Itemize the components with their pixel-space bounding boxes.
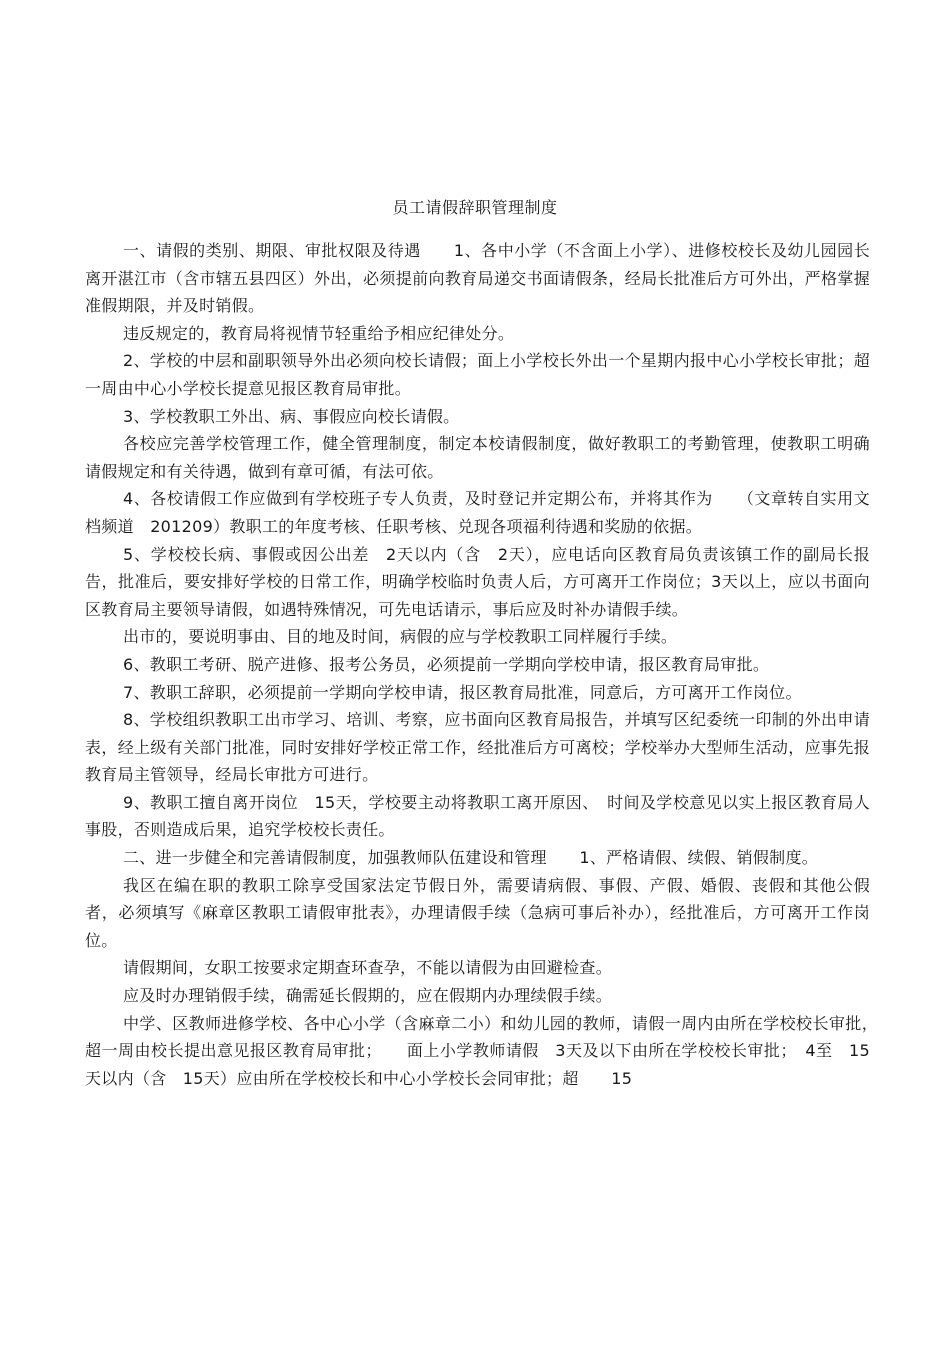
paragraph: 9、教职工擅自离开岗位 15天，学校要主动将教职工离开原因、 时间及学校意见以实上报区教育局人事股，否则造成后果，追究学校校长责任。 [85, 792, 870, 840]
paragraph: 3、学校教职工外出、病、事假应向校长请假。 [123, 406, 460, 426]
paragraph: 各校应完善学校管理工作，健全管理制度，制定本校请假制度，做好教职工的考勤管理，使教职工明确请假规定和有关待遇，做到有章可循，有法可依。 [85, 434, 870, 481]
paragraph: 我区在编在职的教职工除享受国家法定节假日外，需要请病假、事假、产假、婚假、丧假和其他公假者，必须填写《麻章区教职工请假审批表》，办理请假手续（急病可事后补办），经批准后，方可离开工作岗位。 [85, 875, 870, 950]
paragraph: 中学、区教师进修学校、各中心小学（含麻章二小）和幼儿园的教师，请假一周内由所在学校校长审批， 超一周由校长提出意见报区教育局审批； 面上小学教师请假 3天及以下由所在学校校长审批； 4至 15天以内（含 15天）应由所在学校校长和中心小学校长会同审批；超 15 [85, 1013, 887, 1088]
paragraph: 出市的，要说明事由、目的地及时间，病假的应与学校教职工同样履行手续。 [123, 627, 678, 647]
paragraph: 6、教职工考研、脱产进修、报考公务员，必须提前一学期向学校申请，报区教育局审批。 [123, 654, 770, 674]
paragraph: 7、教职工辞职，必须提前一学期向学校申请，报区教育局批准，同意后，方可离开工作岗位。 [123, 682, 802, 702]
paragraph: 一、请假的类别、期限、审批权限及待遇 1、各中小学（不含面上小学）、进修校校长及幼儿园园长离开湛江市（含市辖五县四区）外出，必须提前向教育局递交书面请假条，经局长批准后方可外出，严格掌握准假期限，并及时销假。 [85, 241, 870, 316]
paragraph: 5、学校校长病、事假或因公出差 2天以内（含 2天），应电话向区教育局负责该镇工作的副局长报告，批准后，要安排好学校的日常工作，明确学校临时负责人后，方可离开工作岗位；3天以上，应以书面向区教育局主要领导请假，如遇特殊情况，可先电话请示，事后应及时补办请假手续。 [85, 544, 870, 619]
document-title: 员工请假辞职管理制度 [392, 198, 558, 217]
paragraph: 请假期间，女职工按要求定期查环查孕，不能以请假为由回避检查。 [123, 958, 613, 978]
paragraph: 2、学校的中层和副职领导外出必须向校长请假；面上小学校长外出一个星期内报中心小学校长审批；超一周由中心小学校长提意见报区教育局审批。 [85, 351, 870, 398]
paragraph: 应及时办理销假手续，确需延长假期的，应在假期内办理续假手续。 [123, 986, 613, 1006]
paragraph: 4、各校请假工作应做到有学校班子专人负责，及时登记并定期公布，并将其作为 （文章转自实用文档频道 201209）教职工的年度考核、任职考核、兑现各项福利待遇和奖励的依据。 [85, 489, 870, 536]
paragraph: 违反规定的，教育局将视情节轻重给予相应纪律处分。 [123, 323, 515, 343]
document-body [85, 237, 887, 1092]
paragraph: 8、学校组织教职工出市学习、培训、考察，应书面向区教育局报告，并填写区纪委统一印制的外出申请表，经上级有关部门批准，同时安排好学校正常工作，经批准后方可离校；学校举办大型师生活动，应事先报教育局主管领导，经局长审批方可进行。 [85, 710, 870, 785]
paragraph: 二、进一步健全和完善请假制度，加强教师队伍建设和管理 1、严格请假、续假、销假制度。 [123, 848, 819, 868]
